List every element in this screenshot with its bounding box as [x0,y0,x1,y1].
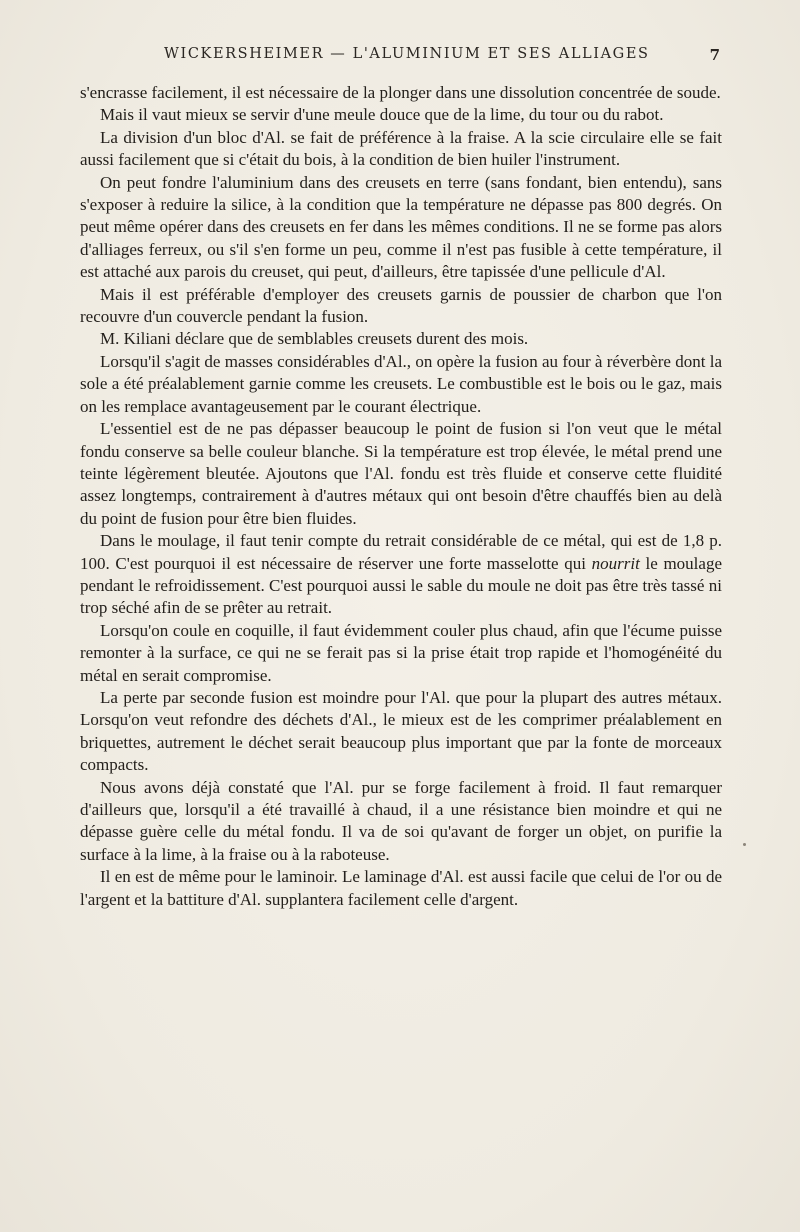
paragraph: La perte par seconde fusion est moindre pour l'Al. que pour la plupart des autres métaux. Lorsqu'on veut refondre des déchets d'Al., le mieux est de les comprimer préalablement en briquettes, autrement le déchet serait beaucoup plus important que par la fonte de morceaux compacts. [80,687,722,775]
page-number: 7 [709,46,720,64]
paragraph: Lorsqu'on coule en coquille, il faut évidemment couler plus chaud, afin que l'écume puisse remonter à la surface, ce qui ne se ferait pas si la prise était trop rapide et l'homogénéité du métal en serait compromise. [80,620,722,685]
page-header [80,46,720,70]
paragraph: L'essentiel est de ne pas dépasser beaucoup le point de fusion si l'on veut que le métal fondu conserve sa belle couleur blanche. Si la température est trop élevée, le métal prend une teinte légèrement bleutée. Ajoutons que l'Al. fondu est très fluide et conserve cette fluidité assez longtemps, contrairement à d'autres métaux qui ont besoin d'être chauffés bien au delà du point de fusion pour être bien fluides. [80,419,722,528]
running-title: WICKERSHEIMER — L'ALUMINIUM ET SES ALLIAGES [164,46,650,62]
paragraph: s'encrasse facilement, il est nécessaire de la plonger dans une dissolution concentrée de soude. [80,83,721,102]
paragraph: La division d'un bloc d'Al. se fait de préférence à la fraise. A la scie circulaire elle se fait aussi facilement que si c'était du bois, à la condition de bien huiler l'instrument. [80,127,722,170]
paragraph: Nous avons déjà constaté que l'Al. pur se forge facilement à froid. Il faut remarquer d'ailleurs que, lorsqu'il a été travaillé à chaud, il a une résistance bien moindre et qui ne dépasse guère celle du métal fondu. Il va de soi qu'avant de forger un objet, on purifie la surface à la lime, à la fraise ou à la raboteuse. [80,777,722,864]
paragraph: On peut fondre l'aluminium dans des creusets en terre (sans fondant, bien entendu), sans s'exposer à reduire la silice, à la condition que la température ne dépasse pas 800 degrés. On peut même opérer dans des creusets en fer dans les mêmes conditions. Il ne se forme pas alors d'alliages ferreux, ou s'il s'en forme un peu, comme il n'est pas fusible à cette température, il est attaché aux parois du creuset, qui peut, d'ailleurs, être tapissée d'une pellicule d'Al. [80,172,722,282]
paragraph: Il en est de même pour le laminoir. Le laminage d'Al. est aussi facile que celui de l'or ou de l'argent et la battiture d'Al. supplantera facilement celle d'argent. [80,867,722,909]
moulage-text-end: le moulage pendant le refroidissement. C'est pourquoi aussi le sable du moule ne doit pas être très tassé ni trop séché afin de se prêter au retrait. [80,553,722,618]
paper-speck [743,843,746,846]
paragraph: Lorsqu'il s'agit de masses considérables d'Al., on opère la fusion au four à réverbère dont la sole a été préalablement garnie comme les creusets. Le combustible est le bois ou le gaz, mais on les remplace avantageusement par le courant électrique. [80,351,722,416]
italic-word: nourrit [591,553,640,573]
moulage-text-start: Dans le moulage, il faut tenir compte du retrait considérable de ce métal, qui est de 1,8 p. 100. C'est pourquoi il est nécessaire de réserver une forte masselotte qui [80,531,722,573]
body-text [80,82,722,911]
paragraph: Mais il vaut mieux se servir d'une meule douce que de la lime, du tour ou du rabot. [100,105,664,125]
paragraph: Mais il est préférable d'employer des creusets garnis de poussier de charbon que l'on recouvre d'un couvercle pendant la fusion. [80,284,722,327]
paragraph-moulage [80,530,722,620]
paragraph: M. Kiliani déclare que de semblables creusets durent des mois. [100,329,529,349]
